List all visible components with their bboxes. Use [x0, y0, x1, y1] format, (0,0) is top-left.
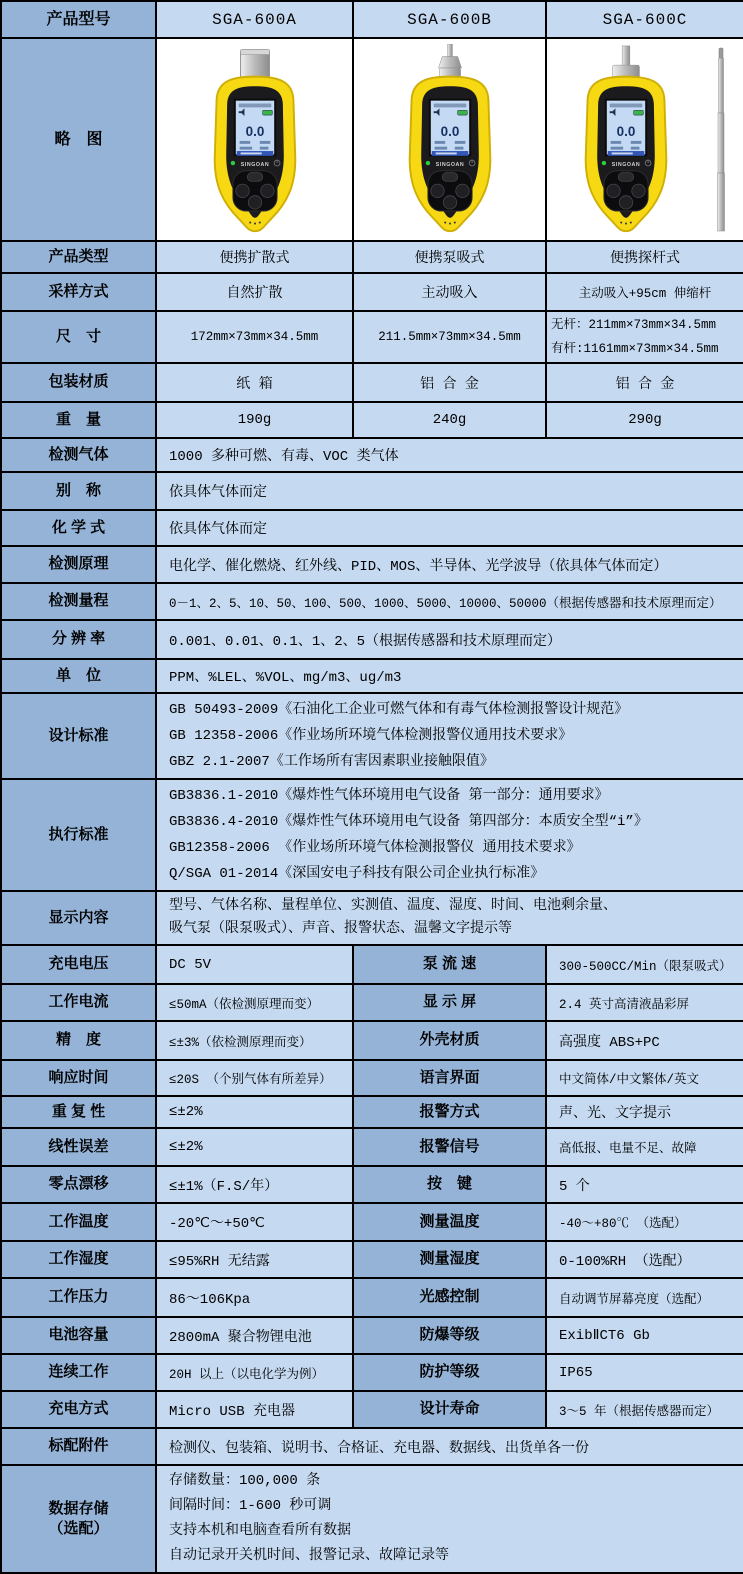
- cell-value: [156, 779, 743, 891]
- row-label-line: 数据存储: [48, 1499, 109, 1517]
- probe-cone: [438, 56, 461, 68]
- cell-value: 便携泵吸式: [353, 241, 546, 273]
- cell-value: 声、光、文字提示: [546, 1096, 743, 1128]
- cell-value: ≤±3%（依检测原理而变）: [156, 1021, 353, 1060]
- device-image-sga-600a: [180, 44, 330, 236]
- row-battery-capacity-explosion-proof: [1, 1317, 743, 1354]
- cell-value: ≤95%RH 无结露: [156, 1241, 353, 1278]
- row-label: 工作湿度: [1, 1241, 156, 1278]
- battery-icon: [262, 110, 272, 115]
- dimension-line: 有杆:1161mm×73mm×34.5mm: [551, 342, 719, 356]
- row-label: 按 键: [353, 1166, 546, 1203]
- row-label: 检测气体: [1, 438, 156, 472]
- cell-value: 铝 合 金: [546, 363, 743, 402]
- row-label: 显示内容: [1, 891, 156, 945]
- row-resolution: [1, 620, 743, 659]
- row-label: 检测原理: [1, 546, 156, 583]
- cell-value: ExibⅡCT6 Gb: [546, 1317, 743, 1354]
- row-chemical-formula: [1, 510, 743, 546]
- row-label: 测量湿度: [353, 1241, 546, 1278]
- row-product-type: [1, 241, 743, 273]
- cell-value: 依具体气体而定: [156, 472, 743, 510]
- cell-value: 便携探杆式: [546, 241, 743, 273]
- row-dimensions: [1, 311, 743, 363]
- cell-value: 便携扩散式: [156, 241, 353, 273]
- row-label: 尺 寸: [1, 311, 156, 363]
- standard-line: GBZ 2.1-2007《工作场所有害因素职业接触限值》: [169, 754, 494, 770]
- cell-value: 211.5mm×73mm×34.5mm: [353, 311, 546, 363]
- row-accessories: [1, 1428, 743, 1465]
- row-detection-range: [1, 583, 743, 620]
- left-button: [430, 184, 443, 197]
- cell-value: 5 个: [546, 1166, 743, 1203]
- row-working-pressure-light-control: [1, 1278, 743, 1317]
- cell-value: 3～5 年（根据传感器而定）: [546, 1391, 743, 1428]
- cell-value: [156, 693, 743, 779]
- row-repeatability-alarm-mode: [1, 1096, 743, 1128]
- row-detect-gas: [1, 438, 743, 472]
- cell-value: ≤20S （个别气体有所差异）: [156, 1060, 353, 1096]
- cell-value: 检测仪、包装箱、说明书、合格证、充电器、数据线、出货单各一份: [156, 1428, 743, 1465]
- row-label: 执行标准: [1, 779, 156, 891]
- cell-value: IP65: [546, 1354, 743, 1391]
- cell-value: 0-100%RH （选配）: [546, 1241, 743, 1278]
- row-zero-drift-buttons: [1, 1166, 743, 1203]
- cell-value: 86～106Kpa: [156, 1278, 353, 1317]
- cell-value: 电化学、催化燃烧、红外线、PID、MOS、半导体、光学波导（依具体气体而定）: [156, 546, 743, 583]
- model-a: SGA-600A: [156, 1, 353, 38]
- cell-value: 铝 合 金: [353, 363, 546, 402]
- model-c: SGA-600C: [546, 1, 743, 38]
- row-label: 零点漂移: [1, 1166, 156, 1203]
- row-label: 连续工作: [1, 1354, 156, 1391]
- cell-value: 2.4 英寸高清液晶彩屏: [546, 984, 743, 1021]
- cell-value: 290g: [546, 402, 743, 438]
- brand-label: SINGOAN: [435, 161, 464, 168]
- sketch-cell-b: [353, 38, 546, 241]
- cell-value: 0.001、0.01、0.1、1、2、5（根据传感器和技术原理而定）: [156, 620, 743, 659]
- cell-value: 高低报、电量不足、故障: [546, 1128, 743, 1166]
- row-label: 测量温度: [353, 1203, 546, 1241]
- status-led: [425, 160, 429, 164]
- status-led: [230, 160, 234, 164]
- cell-value: 240g: [353, 402, 546, 438]
- row-label: 线性误差: [1, 1128, 156, 1166]
- row-working-temp-measure-temp: [1, 1203, 743, 1241]
- standard-line: Q/SGA 01-2014《深国安电子科技有限公司企业执行标准》: [169, 866, 545, 882]
- cell-value: ≤±1%（F.S/年）: [156, 1166, 353, 1203]
- row-label: 响应时间: [1, 1060, 156, 1096]
- screen-reading: 0.0: [616, 123, 636, 139]
- dimension-line: 无杆：211mm×73mm×34.5mm: [551, 318, 717, 332]
- standard-line: GB 12358-2006《作业场所环境气体检测报警仪通用技术要求》: [169, 728, 573, 744]
- cell-value: 高强度 ABS+PC: [546, 1021, 743, 1060]
- row-label: 略 图: [1, 38, 156, 241]
- standard-line: GB 50493-2009《石油化工企业可燃气体和有毒气体检测报警设计规范》: [169, 702, 629, 718]
- standard-line: GB3836.4-2010《爆炸性气体环境用电气设备 第四部分：本质安全型“i”》: [169, 814, 648, 830]
- cell-value: ≤±2%: [156, 1096, 353, 1128]
- cell-value: PPM、%LEL、%VOL、mg/m3、ug/m3: [156, 659, 743, 693]
- cell-value: [156, 891, 743, 945]
- cell-value: [546, 311, 743, 363]
- row-continuous-work-protection-level: [1, 1354, 743, 1391]
- row-label: 设计寿命: [353, 1391, 546, 1428]
- row-label: 别 称: [1, 472, 156, 510]
- menu-button: [618, 172, 633, 181]
- cell-value: 300-500CC/Min（限泵吸式）: [546, 945, 743, 984]
- row-label: 外壳材质: [353, 1021, 546, 1060]
- row-sketch: [1, 38, 743, 241]
- row-label: 工作电流: [1, 984, 156, 1021]
- row-label: 产品类型: [1, 241, 156, 273]
- cell-value: 主动吸入+95cm 伸缩杆: [546, 273, 743, 311]
- row-execution-standard: [1, 779, 743, 891]
- cell-value: 自然扩散: [156, 273, 353, 311]
- enter-button: [443, 195, 456, 208]
- standard-line: GB12358-2006 《作业场所环境气体检测报警仪 通用技术要求》: [169, 840, 581, 856]
- storage-line: 自动记录开关机时间、报警记录、故障记录等: [169, 1548, 449, 1564]
- row-label: 语言界面: [353, 1060, 546, 1096]
- probe-tube: [447, 44, 452, 56]
- status-led: [602, 160, 606, 164]
- brand-label: SINGOAN: [611, 161, 641, 168]
- row-linearity-error-alarm-signal: [1, 1128, 743, 1166]
- row-label: 电池容量: [1, 1317, 156, 1354]
- menu-button: [442, 172, 457, 181]
- row-working-current-display-screen: [1, 984, 743, 1021]
- cell-value: 2800mA 聚合物锂电池: [156, 1317, 353, 1354]
- row-unit: [1, 659, 743, 693]
- cell-value: -40～+80℃ （选配）: [546, 1203, 743, 1241]
- row-label: 报警信号: [353, 1128, 546, 1166]
- telescopic-rod-image: [712, 45, 730, 235]
- cell-value: 自动调节屏幕亮度（选配）: [546, 1278, 743, 1317]
- row-label: 充电方式: [1, 1391, 156, 1428]
- row-charge-voltage-pump-flow: [1, 945, 743, 984]
- cell-value: 0－1、2、5、10、50、100、500、1000、5000、10000、50000（根据传感器和技术原理而定）: [156, 583, 743, 620]
- content-line: 型号、气体名称、量程单位、实测值、温度、湿度、时间、电池剩余量、: [169, 898, 617, 914]
- row-label: 重 量: [1, 402, 156, 438]
- cell-value: DC 5V: [156, 945, 353, 984]
- device-image-sga-600b: [375, 44, 525, 236]
- row-accuracy-shell-material: [1, 1021, 743, 1060]
- cell-value: -20℃～+50℃: [156, 1203, 353, 1241]
- row-label: 工作温度: [1, 1203, 156, 1241]
- cell-value: 172mm×73mm×34.5mm: [156, 311, 353, 363]
- cell-value: 190g: [156, 402, 353, 438]
- row-alias: [1, 472, 743, 510]
- row-label: 分 辨 率: [1, 620, 156, 659]
- left-button: [235, 184, 248, 197]
- cell-value: 中文简体/中文繁体/英文: [546, 1060, 743, 1096]
- row-product-model: [1, 1, 743, 38]
- row-label: 采样方式: [1, 273, 156, 311]
- right-button: [260, 184, 273, 197]
- cell-value: ≤50mA（依检测原理而变）: [156, 984, 353, 1021]
- cell-value: Micro USB 充电器: [156, 1391, 353, 1428]
- row-label: 设计标准: [1, 693, 156, 779]
- row-label: [1, 1465, 156, 1573]
- right-button: [455, 184, 468, 197]
- sketch-cell-a: [156, 38, 353, 241]
- row-label: 充电电压: [1, 945, 156, 984]
- storage-line: 存储数量：100,000 条: [169, 1473, 321, 1489]
- enter-button: [248, 195, 261, 208]
- row-display-content: [1, 891, 743, 945]
- row-label: 报警方式: [353, 1096, 546, 1128]
- row-label: 检测量程: [1, 583, 156, 620]
- row-charge-mode-design-life: [1, 1391, 743, 1428]
- row-label-line: （选配）: [48, 1520, 109, 1537]
- device-image-sga-600c: [560, 44, 692, 236]
- row-sampling-method: [1, 273, 743, 311]
- cell-value: 1000 多种可燃、有毒、VOC 类气体: [156, 438, 743, 472]
- battery-icon: [634, 110, 644, 115]
- screen-reading: 0.0: [245, 123, 264, 139]
- right-button: [632, 184, 645, 197]
- row-label: 工作压力: [1, 1278, 156, 1317]
- enter-button: [619, 195, 632, 208]
- row-label: 防爆等级: [353, 1317, 546, 1354]
- storage-line: 间隔时间：1-600 秒可调: [169, 1498, 332, 1514]
- model-b: SGA-600B: [353, 1, 546, 38]
- row-design-standard: [1, 693, 743, 779]
- battery-icon: [457, 110, 467, 115]
- menu-button: [247, 172, 262, 181]
- brand-label: SINGOAN: [240, 161, 269, 168]
- storage-line: 支持本机和电脑查看所有数据: [169, 1523, 351, 1539]
- row-label: 标配附件: [1, 1428, 156, 1465]
- left-button: [607, 184, 620, 197]
- row-label: 防护等级: [353, 1354, 546, 1391]
- row-label: 泵 流 速: [353, 945, 546, 984]
- row-label: 精 度: [1, 1021, 156, 1060]
- cell-value: [156, 1465, 743, 1573]
- cell-value: 依具体气体而定: [156, 510, 743, 546]
- row-label: 包装材质: [1, 363, 156, 402]
- row-packaging-material: [1, 363, 743, 402]
- row-label: 重 复 性: [1, 1096, 156, 1128]
- row-weight: [1, 402, 743, 438]
- row-data-storage: [1, 1465, 743, 1573]
- cell-value: 主动吸入: [353, 273, 546, 311]
- row-working-humidity-measure-humidity: [1, 1241, 743, 1278]
- row-response-time-language: [1, 1060, 743, 1096]
- cell-value: 20H 以上（以电化学为例）: [156, 1354, 353, 1391]
- row-label: 光感控制: [353, 1278, 546, 1317]
- row-detection-principle: [1, 546, 743, 583]
- cell-value: 纸 箱: [156, 363, 353, 402]
- row-label: 化 学 式: [1, 510, 156, 546]
- content-line: 吸气泵（限泵吸式）、声音、报警状态、温馨文字提示等: [169, 921, 512, 937]
- probe-tube: [622, 45, 630, 66]
- row-label: 显 示 屏: [353, 984, 546, 1021]
- row-label: 单 位: [1, 659, 156, 693]
- screen-reading: 0.0: [440, 123, 459, 139]
- cell-value: ≤±2%: [156, 1128, 353, 1166]
- row-label: 产品型号: [1, 1, 156, 38]
- sketch-cell-c: [546, 38, 743, 241]
- standard-line: GB3836.1-2010《爆炸性气体环境用电气设备 第一部分：通用要求》: [169, 788, 609, 804]
